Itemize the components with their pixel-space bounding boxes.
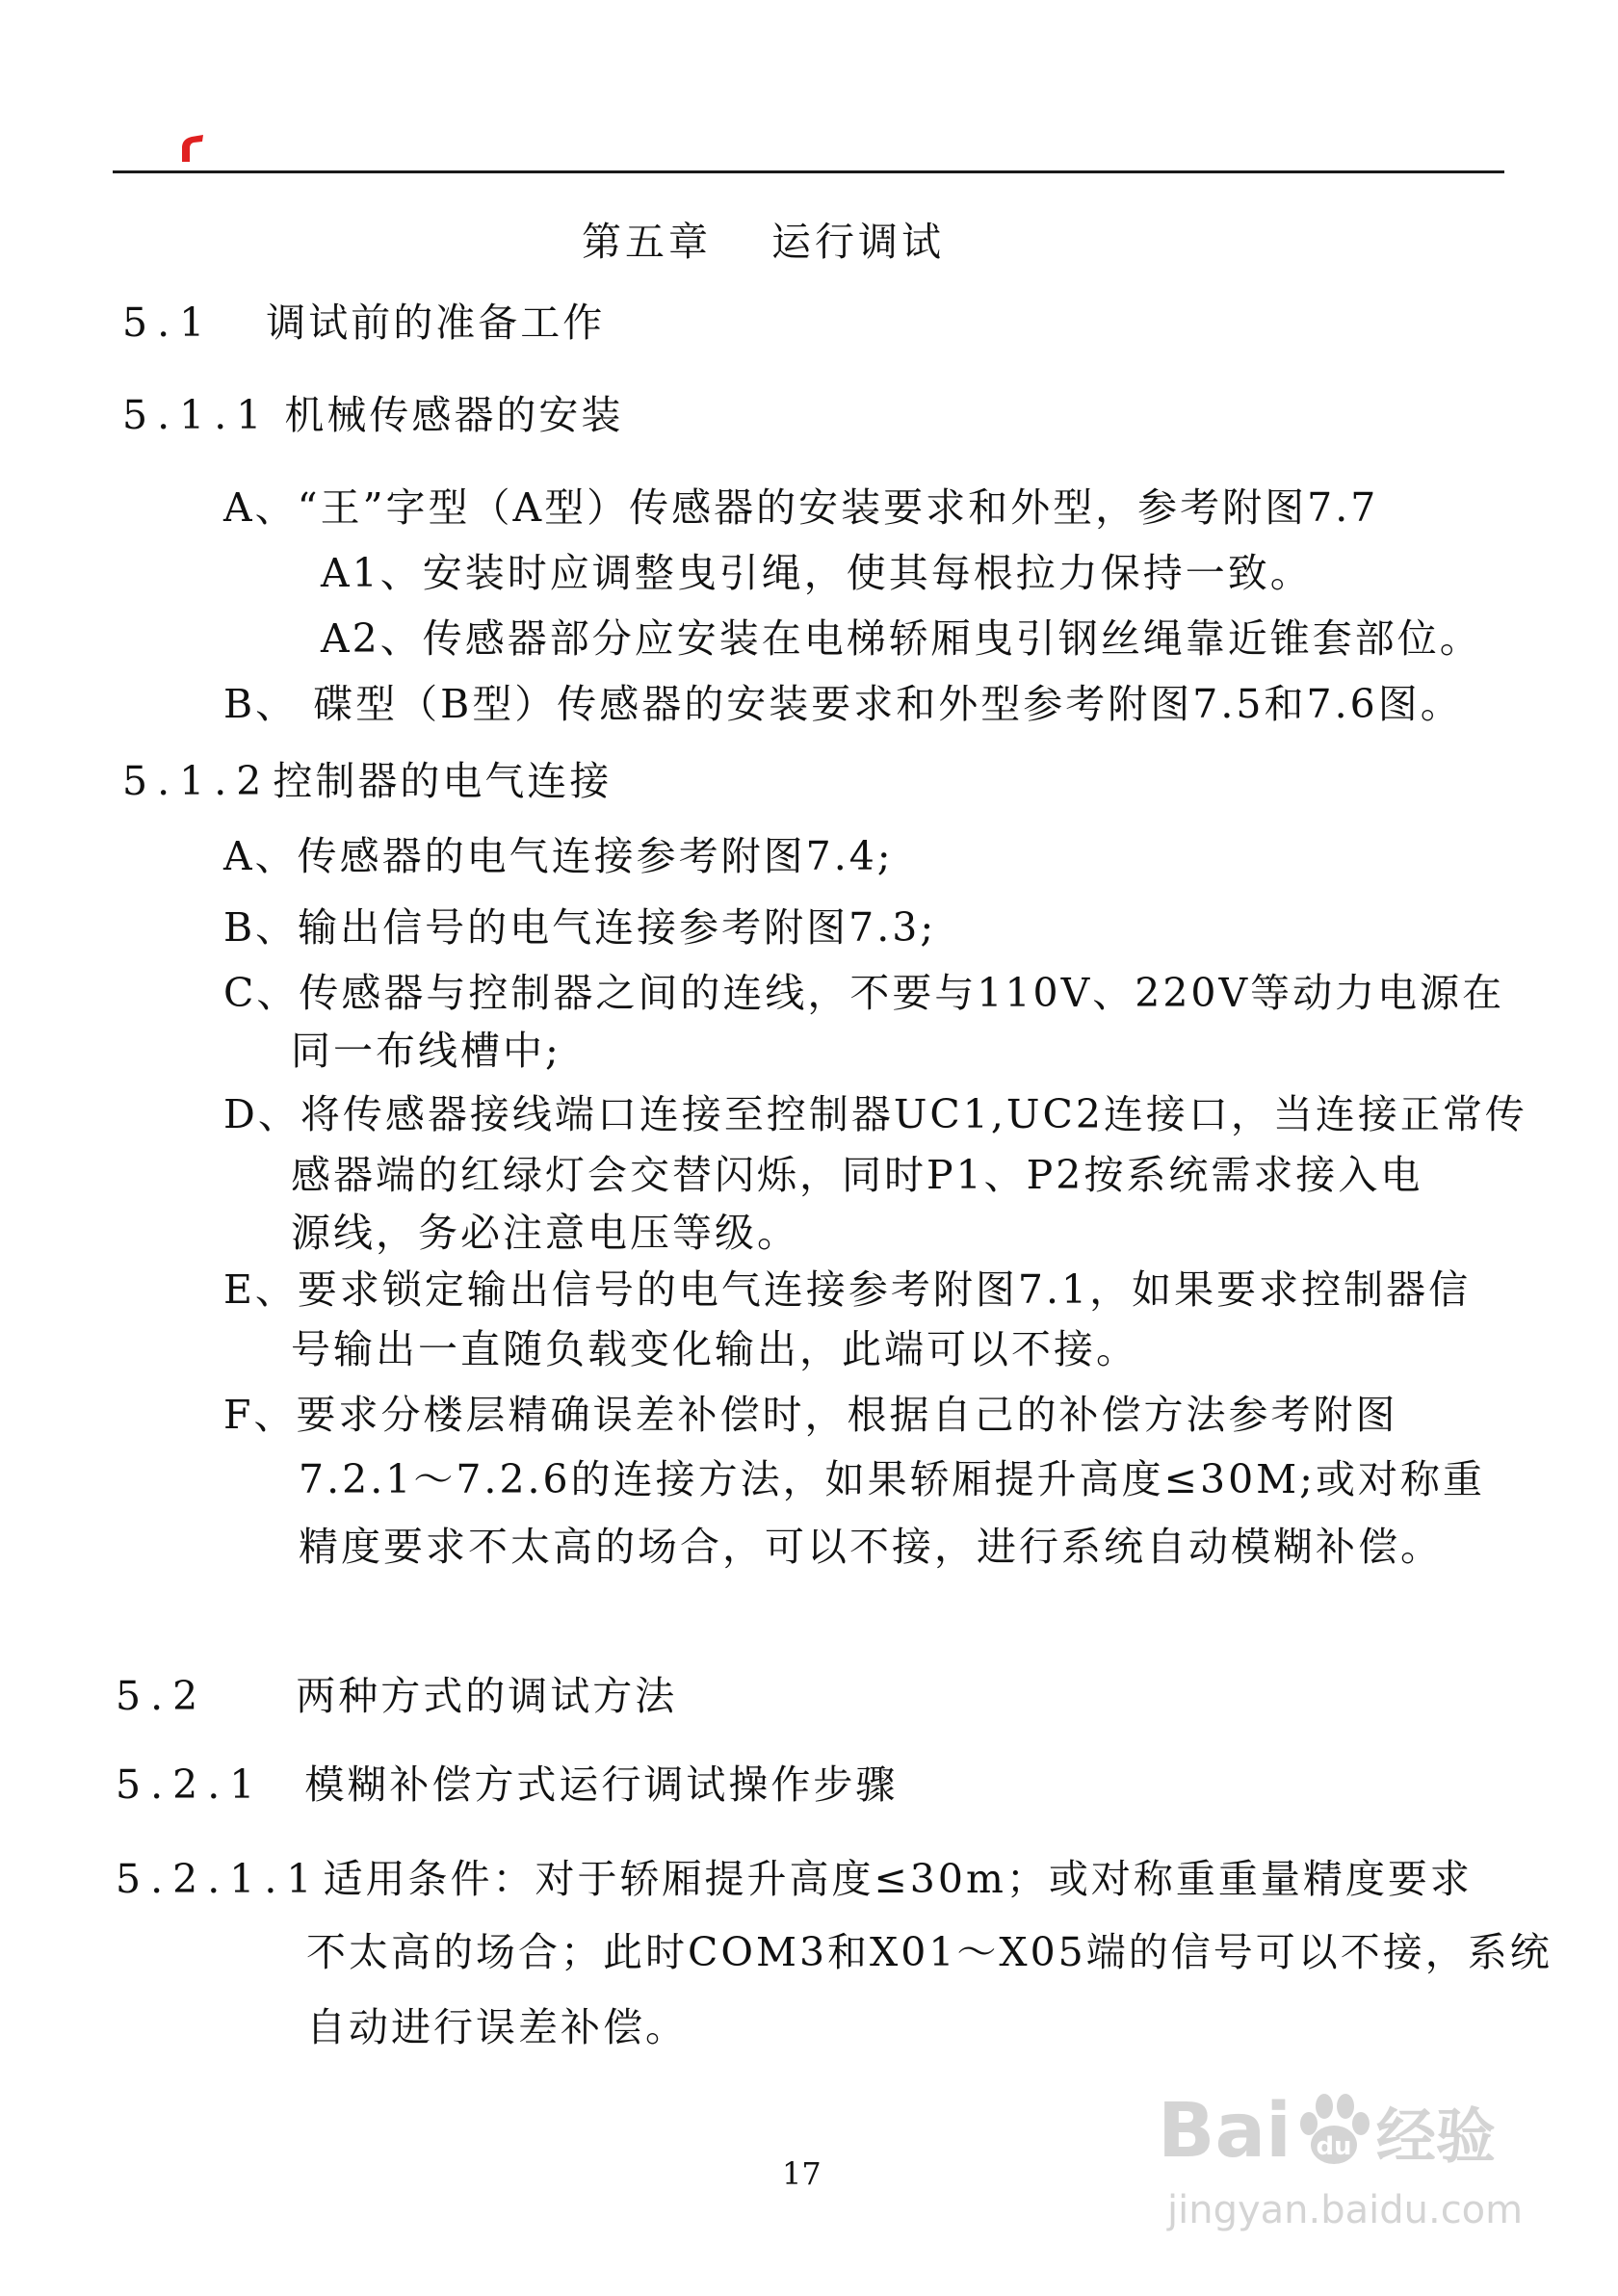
section-title: 模糊补偿方式运行调试操作步骤	[304, 1761, 899, 1808]
section-number: 5.2.1	[116, 1761, 265, 1808]
para-5-1-2-e-line1: E、要求锁定输出信号的电气连接参考附图7.1，如果要求控制器信	[223, 1266, 1472, 1313]
section-number: 5.1.1	[122, 392, 272, 438]
section-title: 适用条件：对于轿厢提升高度≤30m；或对称重重量精度要求	[323, 1856, 1473, 1902]
logo-icon	[179, 135, 204, 162]
section-title: 控制器的电气连接	[273, 758, 613, 804]
section-5-1-2	[122, 749, 612, 806]
para-5-1-2-b: B、输出信号的电气连接参考附图7.3;	[223, 904, 937, 951]
chapter-number: 第五章	[582, 219, 712, 265]
section-number: 5.1.2	[122, 758, 272, 804]
baidu-watermark	[1158, 2088, 1496, 2175]
section-5-2-1-1	[116, 1847, 1473, 1904]
para-5-1-2-c-line2: 同一布线槽中;	[291, 1028, 561, 1074]
para-5-1-2-d-line3: 源线，务必注意电压等级。	[291, 1210, 799, 1256]
watermark-url: jingyan.baidu.com	[1167, 2188, 1524, 2232]
para-5-1-2-c-line1: C、传感器与控制器之间的连线，不要与110V、220V等动力电源在	[223, 970, 1505, 1016]
section-title: 两种方式的调试方法	[296, 1673, 678, 1719]
page-number: 17	[782, 2155, 822, 2192]
section-5-1-1	[122, 383, 623, 440]
watermark-brand-cn: 经验	[1375, 2100, 1496, 2172]
section-5-1	[122, 291, 605, 348]
section-number: 5.2.1.1	[116, 1856, 322, 1902]
para-5-1-2-f-line1: F、要求分楼层精确误差补偿时，根据自己的补偿方法参考附图	[223, 1392, 1398, 1438]
header-divider	[113, 170, 1504, 173]
section-title: 调试前的准备工作	[266, 300, 606, 346]
para-5-1-1-a: A、“王”字型（A型）传感器的安装要求和外型，参考附图7.7	[223, 484, 1379, 531]
para-5-2-1-1-line2: 不太高的场合；此时COM3和X01～X05端的信号可以不接，系统	[306, 1929, 1553, 1975]
paw-icon	[1292, 2089, 1376, 2174]
para-5-1-2-f-line3: 精度要求不太高的场合，可以不接，进行系统自动模糊补偿。	[299, 1524, 1443, 1570]
section-5-2	[116, 1664, 677, 1721]
para-5-1-2-d-line1: D、将传感器接线端口连接至控制器UC1,UC2连接口，当连接正常传	[223, 1091, 1527, 1137]
para-5-1-2-e-line2: 号输出一直随负载变化输出，此端可以不接。	[291, 1326, 1138, 1372]
para-5-1-2-f-line2: 7.2.1～7.2.6的连接方法，如果轿厢提升高度≤30M;或对称重	[299, 1456, 1485, 1502]
section-5-2-1	[116, 1753, 898, 1810]
section-title: 机械传感器的安装	[284, 392, 624, 438]
chapter-title	[582, 210, 945, 267]
chapter-name: 运行调试	[771, 219, 945, 265]
para-5-2-1-1-line3: 自动进行误差补偿。	[306, 2004, 688, 2050]
para-5-1-1-a2: A2、传感器部分应安装在电梯轿厢曳引钢丝绳靠近锥套部位。	[321, 615, 1482, 662]
para-5-1-2-a: A、传感器的电气连接参考附图7.4;	[223, 833, 894, 879]
para-5-1-2-d-line2: 感器端的红绿灯会交替闪烁，同时P1、P2按系统需求接入电	[291, 1152, 1423, 1198]
section-number: 5.2	[116, 1673, 208, 1719]
svg-text:du: du	[1316, 2132, 1352, 2161]
para-5-1-1-a1: A1、安装时应调整曳引绳，使其每根拉力保持一致。	[321, 550, 1313, 596]
watermark-brand: Bai	[1158, 2088, 1292, 2175]
section-number: 5.1	[122, 300, 215, 346]
para-5-1-1-b: B、 碟型（B型）传感器的安装要求和外型参考附图7.5和7.6图。	[223, 681, 1463, 727]
